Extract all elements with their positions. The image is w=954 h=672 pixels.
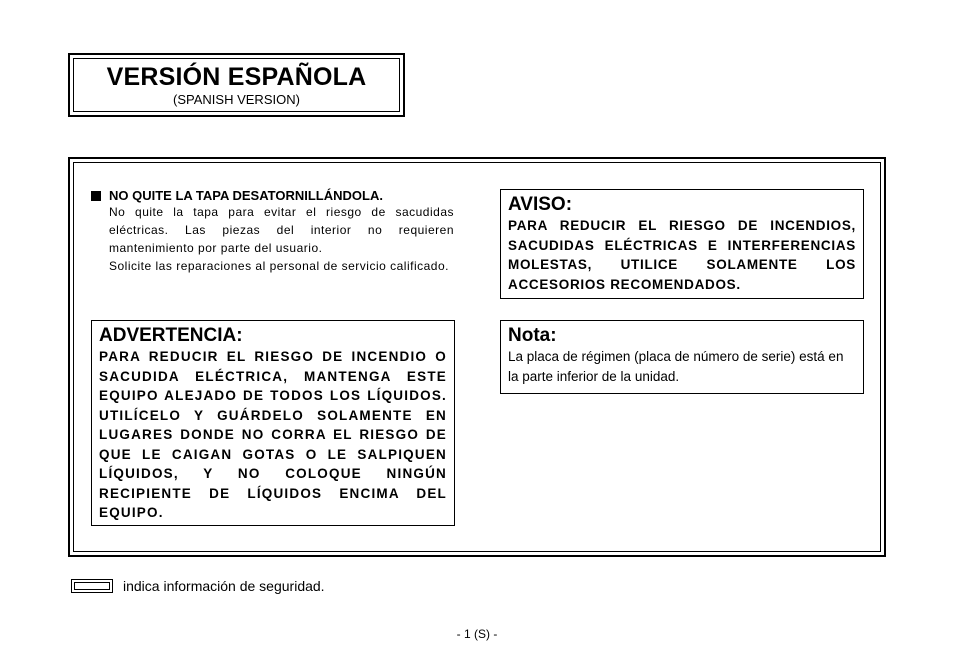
- caution-section: [91, 188, 454, 275]
- aviso-box: [500, 189, 864, 299]
- nota-box: [500, 320, 864, 394]
- nota-heading: Nota:: [508, 325, 557, 346]
- caution-heading-text: NO QUITE LA TAPA DESATORNILLÁNDOLA.: [109, 188, 383, 203]
- caution-para-1: No quite la tapa para evitar el riesgo de sacudidas eléctricas. Las piezas del interior no requieren mantenimiento por parte del usuario.: [109, 205, 454, 255]
- page-title: VERSIÓN ESPAÑOLA: [106, 63, 367, 91]
- aviso-heading: AVISO:: [508, 194, 573, 215]
- advertencia-heading: ADVERTENCIA:: [99, 325, 243, 346]
- aviso-text: PARA REDUCIR EL RIESGO DE INCENDIOS, SACUDIDAS ELÉCTRICAS E INTERFERENCIAS MOLESTAS, UTILICE SOLAMENTE LOS ACCESORIOS RECOMENDADOS.: [508, 218, 856, 292]
- page-number: - 1 (S) -: [456, 627, 498, 641]
- safety-frame-symbol-icon: [71, 579, 113, 593]
- caution-para-2: Solicite las reparaciones al personal de servicio calificado.: [109, 259, 449, 273]
- advertencia-box: [91, 320, 455, 526]
- title-box: [68, 53, 405, 117]
- legend-text: indica información de seguridad.: [123, 578, 325, 594]
- page-subtitle: (SPANISH VERSION): [173, 92, 300, 107]
- advertencia-text: PARA REDUCIR EL RIESGO DE INCENDIO O SACUDIDA ELÉCTRICA, MANTENGA ESTE EQUIPO ALEJADO DE TODOS LOS LÍQUIDOS. UTILÍCELO Y GUÁRDELO SOLAMENTE EN LUGARES DONDE NO CORRA EL RIESGO DE QUE LE CAIGAN GOTAS O LE SALPIQUEN LÍQUIDOS, Y NO COLOQUE NINGÚN RECIPIENTE DE LÍQUIDOS ENCIMA DEL EQUIPO.: [99, 349, 447, 520]
- caution-heading: [91, 188, 454, 203]
- nota-text: La placa de régimen (placa de número de serie) está en la parte inferior de la unidad.: [508, 349, 844, 384]
- square-bullet-icon: [91, 191, 101, 201]
- safety-legend: [71, 578, 325, 594]
